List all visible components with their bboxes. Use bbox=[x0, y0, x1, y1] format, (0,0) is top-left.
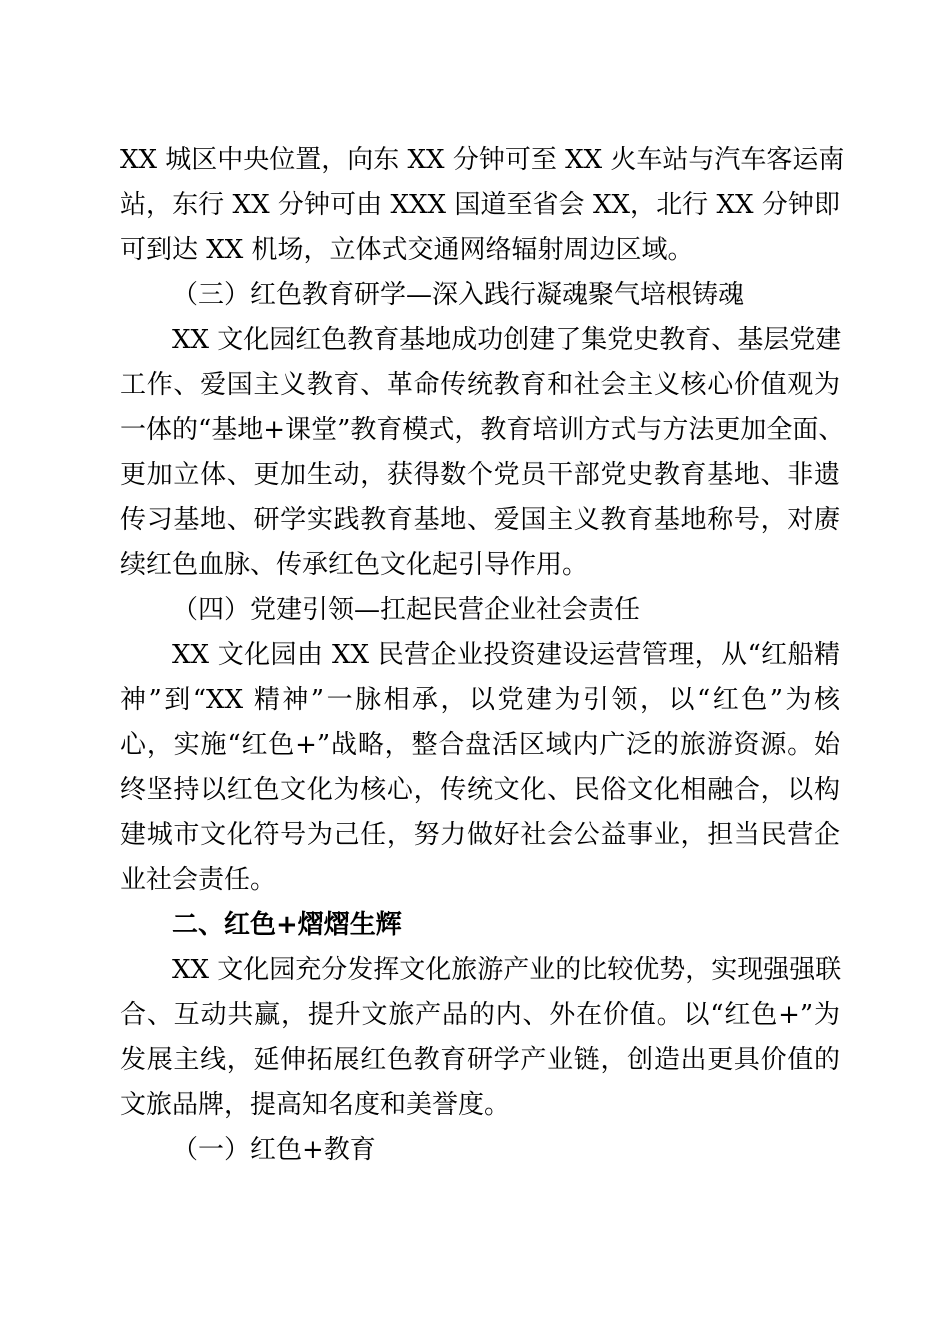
paragraph-private-enterprise-line-4: 终坚持以红色文化为核心，传统文化、民俗文化相融合，以构 bbox=[120, 775, 840, 805]
heading-red-education-research: （三）红色教育研学—深入践行凝魂聚气培根铸魂 bbox=[172, 280, 745, 310]
heading-party-building-leadership: （四）党建引领—扛起民营企业社会责任 bbox=[172, 595, 641, 625]
paragraph-transport-line-1: XX 城区中央位置，向东 XX 分钟可至 XX 火车站与汽车客运南 bbox=[120, 145, 845, 175]
paragraph-red-plus-line-3: 发展主线，延伸拓展红色教育研学产业链，创造出更具价值的 bbox=[120, 1045, 840, 1075]
paragraph-private-enterprise-line-1: XX 文化园由 XX 民营企业投资建设运营管理，从“红船精 bbox=[172, 640, 840, 670]
paragraph-private-enterprise-line-6: 业社会责任。 bbox=[120, 865, 277, 895]
paragraph-red-plus-line-4: 文旅品牌，提高知名度和美誉度。 bbox=[120, 1090, 511, 1120]
paragraph-private-enterprise-line-5: 建城市文化符号为己任，努力做好社会公益事业，担当民营企 bbox=[120, 820, 840, 850]
paragraph-education-base-line-6: 续红色血脉、传承红色文化起引导作用。 bbox=[120, 550, 589, 580]
paragraph-red-plus-line-1: XX 文化园充分发挥文化旅游产业的比较优势，实现强强联 bbox=[172, 955, 842, 985]
paragraph-education-base-line-5: 传习基地、研学实践教育基地、爱国主义教育基地称号，对赓 bbox=[120, 505, 840, 535]
section-heading-red-plus: 二、红色+熠熠生辉 bbox=[172, 910, 402, 940]
paragraph-education-base-line-1: XX 文化园红色教育基地成功创建了集党史教育、基层党建 bbox=[172, 325, 842, 355]
paragraph-education-base-line-3: 一体的“基地+课堂”教育模式，教育培训方式与方法更加全面、 bbox=[120, 415, 845, 445]
paragraph-transport-line-2: 站，东行 XX 分钟可由 XXX 国道至省会 XX，北行 XX 分钟即 bbox=[120, 190, 840, 220]
paragraph-education-base-line-4: 更加立体、更加生动，获得数个党员干部党史教育基地、非遗 bbox=[120, 460, 840, 490]
paragraph-education-base-line-2: 工作、爱国主义教育、革命传统教育和社会主义核心价值观为 bbox=[120, 370, 840, 400]
paragraph-private-enterprise-line-2: 神”到“XX 精神”一脉相承，以党建为引领，以“红色”为核 bbox=[120, 685, 840, 715]
heading-red-plus-education: （一）红色+教育 bbox=[172, 1135, 376, 1165]
paragraph-private-enterprise-line-3: 心，实施“红色+”战略，整合盘活区域内广泛的旅游资源。始 bbox=[120, 730, 840, 760]
paragraph-transport-line-3: 可到达 XX 机场，立体式交通网络辐射周边区域。 bbox=[120, 235, 694, 265]
paragraph-red-plus-line-2: 合、互动共赢，提升文旅产品的内、外在价值。以“红色+”为 bbox=[120, 1000, 840, 1030]
